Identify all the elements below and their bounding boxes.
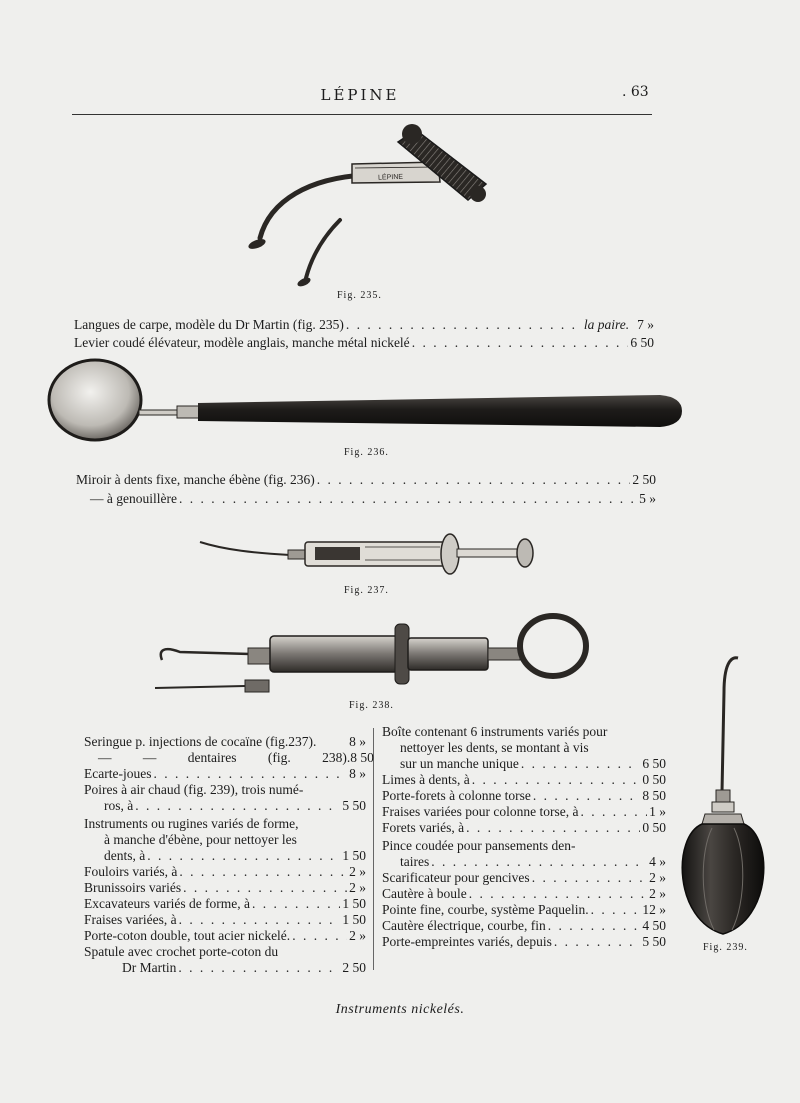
price-row [382, 886, 666, 902]
item-price: 2 » [349, 928, 366, 943]
item-label: ros, à [104, 798, 134, 813]
fig-235-handle-engraving: LÉPINE [377, 173, 404, 182]
leader-dots [580, 804, 647, 820]
fig-235-caption: Fig. 235. [337, 290, 382, 301]
item-price: 5 50 [342, 798, 366, 813]
price-row [84, 864, 366, 880]
price-row [74, 335, 654, 351]
price-row [400, 756, 666, 772]
fig-238-illustration [150, 610, 595, 700]
leader-dots [153, 766, 347, 782]
leader-dots [135, 798, 340, 814]
leader-dots [533, 788, 641, 804]
item-price: 1 50 [342, 912, 366, 927]
price-row [84, 880, 366, 896]
page-number: . 63 [622, 84, 649, 100]
item-price: 8 » [349, 734, 366, 749]
item-price: 6 50 [642, 756, 666, 771]
item-price: 0 50 [642, 820, 666, 835]
item-label: Pointe fine, courbe, système Paquelin. [382, 902, 589, 917]
item-price: 5 » [639, 491, 656, 506]
leader-dots [179, 491, 637, 507]
item-price: 2 » [649, 886, 666, 901]
item-label: Limes à dents, à [382, 772, 470, 787]
price-row [98, 750, 374, 766]
item-label: Scarificateur pour gencives [382, 870, 530, 885]
show-through-mark [180, 150, 193, 188]
price-row [84, 896, 366, 912]
item-price: 12 » [642, 902, 666, 917]
leader-dots [472, 772, 641, 788]
item-label: taires [400, 854, 430, 869]
price-row [382, 918, 666, 934]
item-price: 8 50 [350, 750, 374, 765]
item-price: 5 50 [642, 934, 666, 949]
item-label: — — dentaires (fig. 238). [98, 750, 351, 765]
item-price: 4 50 [642, 918, 666, 933]
item-price: 2 50 [632, 472, 656, 487]
leader-dots [147, 848, 340, 864]
leader-dots [521, 756, 641, 772]
leader-dots [469, 886, 647, 902]
item-label: Brunissoirs variés [84, 880, 182, 895]
page-header-title: LÉPINE [320, 86, 400, 104]
item-label-line: Instruments ou rugines variés de forme, [84, 816, 299, 831]
section-footer-caption: Instruments nickelés. [335, 1002, 465, 1017]
leader-dots [179, 912, 341, 928]
item-label: Ecarte-joues [84, 766, 152, 781]
fig-238-caption: Fig. 238. [349, 700, 394, 711]
item-label: Porte-forets à colonne torse [382, 788, 531, 803]
item-label-line: nettoyer les dents, se montant à vis [400, 740, 589, 755]
price-row [104, 798, 366, 814]
item-label: Levier coudé élévateur, modèle anglais, manche métal nickelé [74, 335, 410, 350]
leader-dots [183, 880, 347, 896]
item-label: Fouloirs variés, à [84, 864, 178, 879]
fig-237-caption: Fig. 237. [344, 585, 389, 596]
price-row [382, 788, 666, 804]
item-price: 0 50 [642, 772, 666, 787]
item-label-line: Pince coudée pour pansements den- [382, 838, 576, 853]
item-label: Excavateurs variés de forme, à [84, 896, 251, 911]
item-price: 2 » [649, 870, 666, 885]
item-price: 1 » [649, 804, 666, 819]
fig-239-illustration [672, 652, 782, 942]
price-row [400, 854, 666, 870]
item-label: dents, à [104, 848, 146, 863]
fig-236-caption: Fig. 236. [344, 447, 389, 458]
price-row [382, 934, 666, 950]
item-price: 6 50 [630, 335, 654, 350]
leader-dots [178, 960, 340, 976]
fig-236-illustration [40, 355, 690, 445]
price-row [382, 804, 666, 820]
leader-dots [431, 854, 647, 870]
item-label: Cautère à boule [382, 886, 467, 901]
item-label: Dr Martin [122, 960, 177, 975]
item-label: sur un manche unique [400, 756, 519, 771]
item-label-line: Spatule avec crochet porte-coton du [84, 944, 279, 959]
price-row [74, 317, 654, 333]
item-price: 2 » [349, 864, 366, 879]
item-price: 1 50 [342, 896, 366, 911]
price-row [84, 928, 366, 944]
leader-dots [548, 918, 641, 934]
item-price: 7 » [637, 317, 654, 332]
item-label-line: Poires à air chaud (fig. 239), trois numé- [84, 782, 304, 797]
leader-dots [179, 864, 347, 880]
price-row [382, 870, 666, 886]
price-row [382, 772, 666, 788]
price-row [90, 491, 656, 507]
price-row [104, 848, 366, 864]
price-row [122, 960, 366, 976]
item-price: 4 » [649, 854, 666, 869]
leader-dots [591, 902, 641, 918]
item-label: Porte-coton double, tout acier nickelé. [84, 928, 291, 943]
leader-dots [532, 870, 647, 886]
item-price: 8 » [349, 766, 366, 781]
leader-dots [252, 896, 340, 912]
item-label-line: Boîte contenant 6 instruments variés pour [382, 724, 608, 739]
item-label: Fraises variées, à [84, 912, 177, 927]
leader-dots [292, 928, 347, 944]
leader-dots [412, 335, 629, 351]
item-label: Miroir à dents fixe, manche ébène (fig. 236) [76, 472, 315, 487]
fig-235-illustration [240, 120, 500, 290]
price-row [382, 902, 666, 918]
item-label: Fraises variées pour colonne torse, à [382, 804, 579, 819]
item-label: Seringue p. injections de cocaïne (fig.237). [84, 734, 317, 749]
item-label: Langues de carpe, modèle du Dr Martin (fig. 235) [74, 317, 344, 332]
item-label: Porte-empreintes variés, depuis [382, 934, 552, 949]
item-unit: la paire. [583, 317, 630, 332]
item-label: — à genouillère [90, 491, 177, 506]
leader-dots [346, 317, 582, 333]
price-row [84, 734, 366, 750]
item-label: Forets variés, à [382, 820, 465, 835]
item-label-line: à manche d'ébène, pour nettoyer les [104, 832, 297, 847]
leader-dots [554, 934, 641, 950]
fig-237-illustration [195, 525, 545, 580]
price-row [84, 766, 366, 782]
leader-dots [466, 820, 640, 836]
item-price: 2 50 [342, 960, 366, 975]
price-row [382, 820, 666, 836]
item-price: 8 50 [642, 788, 666, 803]
item-label: Cautère électrique, courbe, fin [382, 918, 546, 933]
price-row [84, 912, 366, 928]
leader-dots [317, 472, 631, 488]
fig-239-caption: Fig. 239. [703, 942, 748, 953]
price-row [76, 472, 656, 488]
item-price: 2 » [349, 880, 366, 895]
item-price: 1 50 [342, 848, 366, 863]
header-rule [72, 114, 652, 115]
